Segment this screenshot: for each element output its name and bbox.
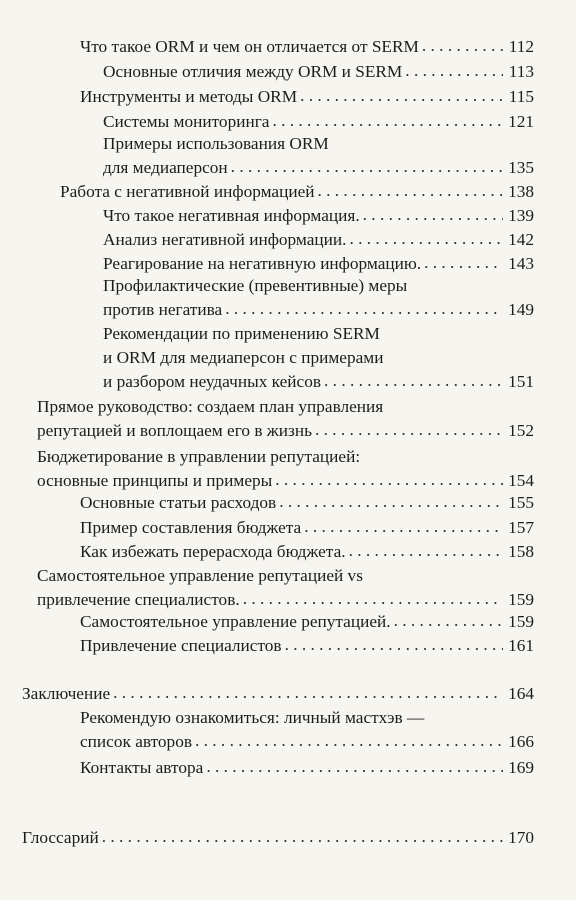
toc-page-number: 155 [508, 493, 534, 512]
dot-leader [405, 59, 503, 83]
toc-page-number: 152 [508, 421, 534, 440]
toc-entry-title: и разбором неудачных кейсов [103, 372, 322, 391]
toc-page-number: 112 [508, 37, 534, 56]
toc-entry-title: Самостоятельное управление репутацией. [80, 612, 391, 631]
toc-entry-line [22, 826, 534, 850]
toc-entry[interactable] [103, 274, 534, 322]
toc-entry-line [80, 634, 534, 658]
toc-entry-line [103, 132, 534, 156]
dot-leader [349, 539, 503, 563]
toc-page-number: 115 [508, 87, 534, 106]
toc-entry[interactable] [80, 516, 534, 540]
dot-leader [113, 681, 503, 705]
toc-entry-line [80, 491, 534, 515]
toc-entry-title: список авторов [80, 732, 192, 751]
toc-entry-line [103, 322, 534, 346]
dot-leader [424, 251, 503, 275]
toc-entry-title: основные принципы и примеры [37, 471, 273, 490]
toc-entry-title: привлечение специалистов. [37, 590, 240, 609]
toc-entry-title: репутацией и воплощаем его в жизнь [37, 421, 312, 440]
toc-entry-title: Привлечение специалистов [80, 636, 282, 655]
toc-page-number: 135 [508, 158, 534, 177]
toc-entry-title: Основные отличия между ORM и SERM [103, 62, 403, 81]
toc-entry-line [103, 110, 534, 134]
dot-leader [304, 515, 503, 539]
toc-entry[interactable] [103, 60, 534, 84]
dot-leader [318, 179, 504, 203]
toc-entry-line [103, 370, 534, 394]
toc-entry-line [37, 445, 534, 469]
toc-page-number: 138 [508, 182, 534, 201]
toc-entry-title: Примеры использования ORM [103, 134, 329, 153]
toc-entry-line [103, 156, 534, 180]
toc-page-number: 157 [508, 518, 534, 537]
toc-entry-line [80, 730, 534, 754]
toc-entry[interactable] [37, 395, 534, 443]
toc-entry[interactable] [103, 204, 534, 228]
dot-leader [394, 609, 503, 633]
toc-entry-line [80, 706, 534, 730]
toc-entry-title: Что такое негативная информация. [103, 206, 360, 225]
toc-entry[interactable] [80, 85, 534, 109]
toc-entry-title: Что такое ORM и чем он отличается от SERM [80, 37, 419, 56]
dot-leader [195, 729, 503, 753]
toc-entry[interactable] [80, 491, 534, 515]
toc-entry-line [103, 274, 534, 298]
toc-entry-title: Рекомендую ознакомиться: личный мастхэв — [80, 708, 425, 727]
toc-entry-line [80, 85, 534, 109]
toc-page-number: 170 [508, 828, 534, 847]
toc-entry[interactable] [80, 756, 534, 780]
toc-entry-line [60, 180, 534, 204]
toc-entry[interactable] [80, 35, 534, 59]
toc-entry[interactable] [103, 228, 534, 252]
toc-entry-line [22, 682, 534, 706]
toc-entry[interactable] [103, 132, 534, 180]
toc-entry-title: Реагирование на негативную информацию. [103, 254, 422, 273]
dot-leader [225, 297, 503, 321]
toc-entry-title: Анализ негативной информации. [103, 230, 347, 249]
dot-leader [243, 587, 503, 611]
toc-entry-line [80, 35, 534, 59]
toc-entry-line [80, 540, 534, 564]
toc-entry-title: для медиаперсон [103, 158, 228, 177]
toc-entry-title: Основные статьи расходов [80, 493, 277, 512]
toc-entry[interactable] [80, 540, 534, 564]
dot-leader [231, 155, 503, 179]
toc-entry[interactable] [37, 564, 534, 612]
toc-page-number: 154 [508, 471, 534, 490]
toc-entry-line [103, 60, 534, 84]
toc-entry-line [37, 564, 534, 588]
toc-entry-title: Рекомендации по применению SERM [103, 324, 380, 343]
toc-page-number: 164 [508, 684, 534, 703]
toc-entry-line [80, 756, 534, 780]
toc-entry-title: Системы мониторинга [103, 112, 270, 131]
toc-page-number: 113 [508, 62, 534, 81]
toc-entry-line [103, 346, 534, 370]
toc-page-number: 158 [508, 542, 534, 561]
toc-entry-title: против негатива [103, 300, 223, 319]
toc-entry[interactable] [60, 180, 534, 204]
toc-page-number: 169 [508, 758, 534, 777]
dot-leader [285, 633, 503, 657]
toc-entry[interactable] [80, 706, 534, 754]
toc-entry-title: Прямое руководство: создаем план управления [37, 397, 384, 416]
toc-entry-line [80, 610, 534, 634]
dot-leader [206, 755, 503, 779]
toc-page-number: 166 [508, 732, 534, 751]
toc-page-number: 139 [508, 206, 534, 225]
toc-entry-line [37, 395, 534, 419]
toc-entry[interactable] [103, 322, 534, 394]
dot-leader [324, 369, 503, 393]
dot-leader [275, 468, 503, 492]
dot-leader [279, 490, 503, 514]
toc-entry-title: Контакты автора [80, 758, 204, 777]
toc-entry[interactable] [103, 110, 534, 134]
toc-page-number: 159 [508, 612, 534, 631]
toc-page-number: 143 [508, 254, 534, 273]
toc-page-number: 159 [508, 590, 534, 609]
toc-entry-title: Работа с негативной информацией [60, 182, 315, 201]
toc-page-number: 149 [508, 300, 534, 319]
toc-entry-line [103, 204, 534, 228]
dot-leader [422, 34, 503, 58]
toc-page-number: 161 [508, 636, 534, 655]
toc-entry[interactable] [103, 252, 534, 276]
toc-entry-line [80, 516, 534, 540]
toc-entry[interactable] [80, 610, 534, 634]
toc-entry[interactable] [37, 445, 534, 493]
dot-leader [363, 203, 503, 227]
toc-entry[interactable] [22, 682, 534, 706]
toc-entry-line [103, 298, 534, 322]
dot-leader [300, 84, 503, 108]
toc-entry-title: Как избежать перерасхода бюджета. [80, 542, 346, 561]
toc-entry-title: Самостоятельное управление репутацией vs [37, 566, 363, 585]
toc-entry-title: Профилактические (превентивные) меры [103, 276, 408, 295]
toc-entry-line [37, 419, 534, 443]
toc-entry-title: Глоссарий [22, 828, 99, 847]
dot-leader [349, 227, 503, 251]
dot-leader [272, 109, 503, 133]
toc-entry-line [103, 228, 534, 252]
toc-entry[interactable] [80, 634, 534, 658]
toc-entry[interactable] [22, 826, 534, 850]
toc-entry-title: Инструменты и методы ORM [80, 87, 298, 106]
toc-page-number: 121 [508, 112, 534, 131]
toc-entry-title: Заключение [22, 684, 111, 703]
dot-leader [315, 418, 503, 442]
toc-entry-title: Пример составления бюджета [80, 518, 302, 537]
toc-page-number: 151 [508, 372, 534, 391]
dot-leader [102, 825, 503, 849]
toc-entry-title: Бюджетирование в управлении репутацией: [37, 447, 361, 466]
toc-entry-title: и ORM для медиаперсон с примерами [103, 348, 384, 367]
toc-page-number: 142 [508, 230, 534, 249]
toc-entry-line [103, 252, 534, 276]
